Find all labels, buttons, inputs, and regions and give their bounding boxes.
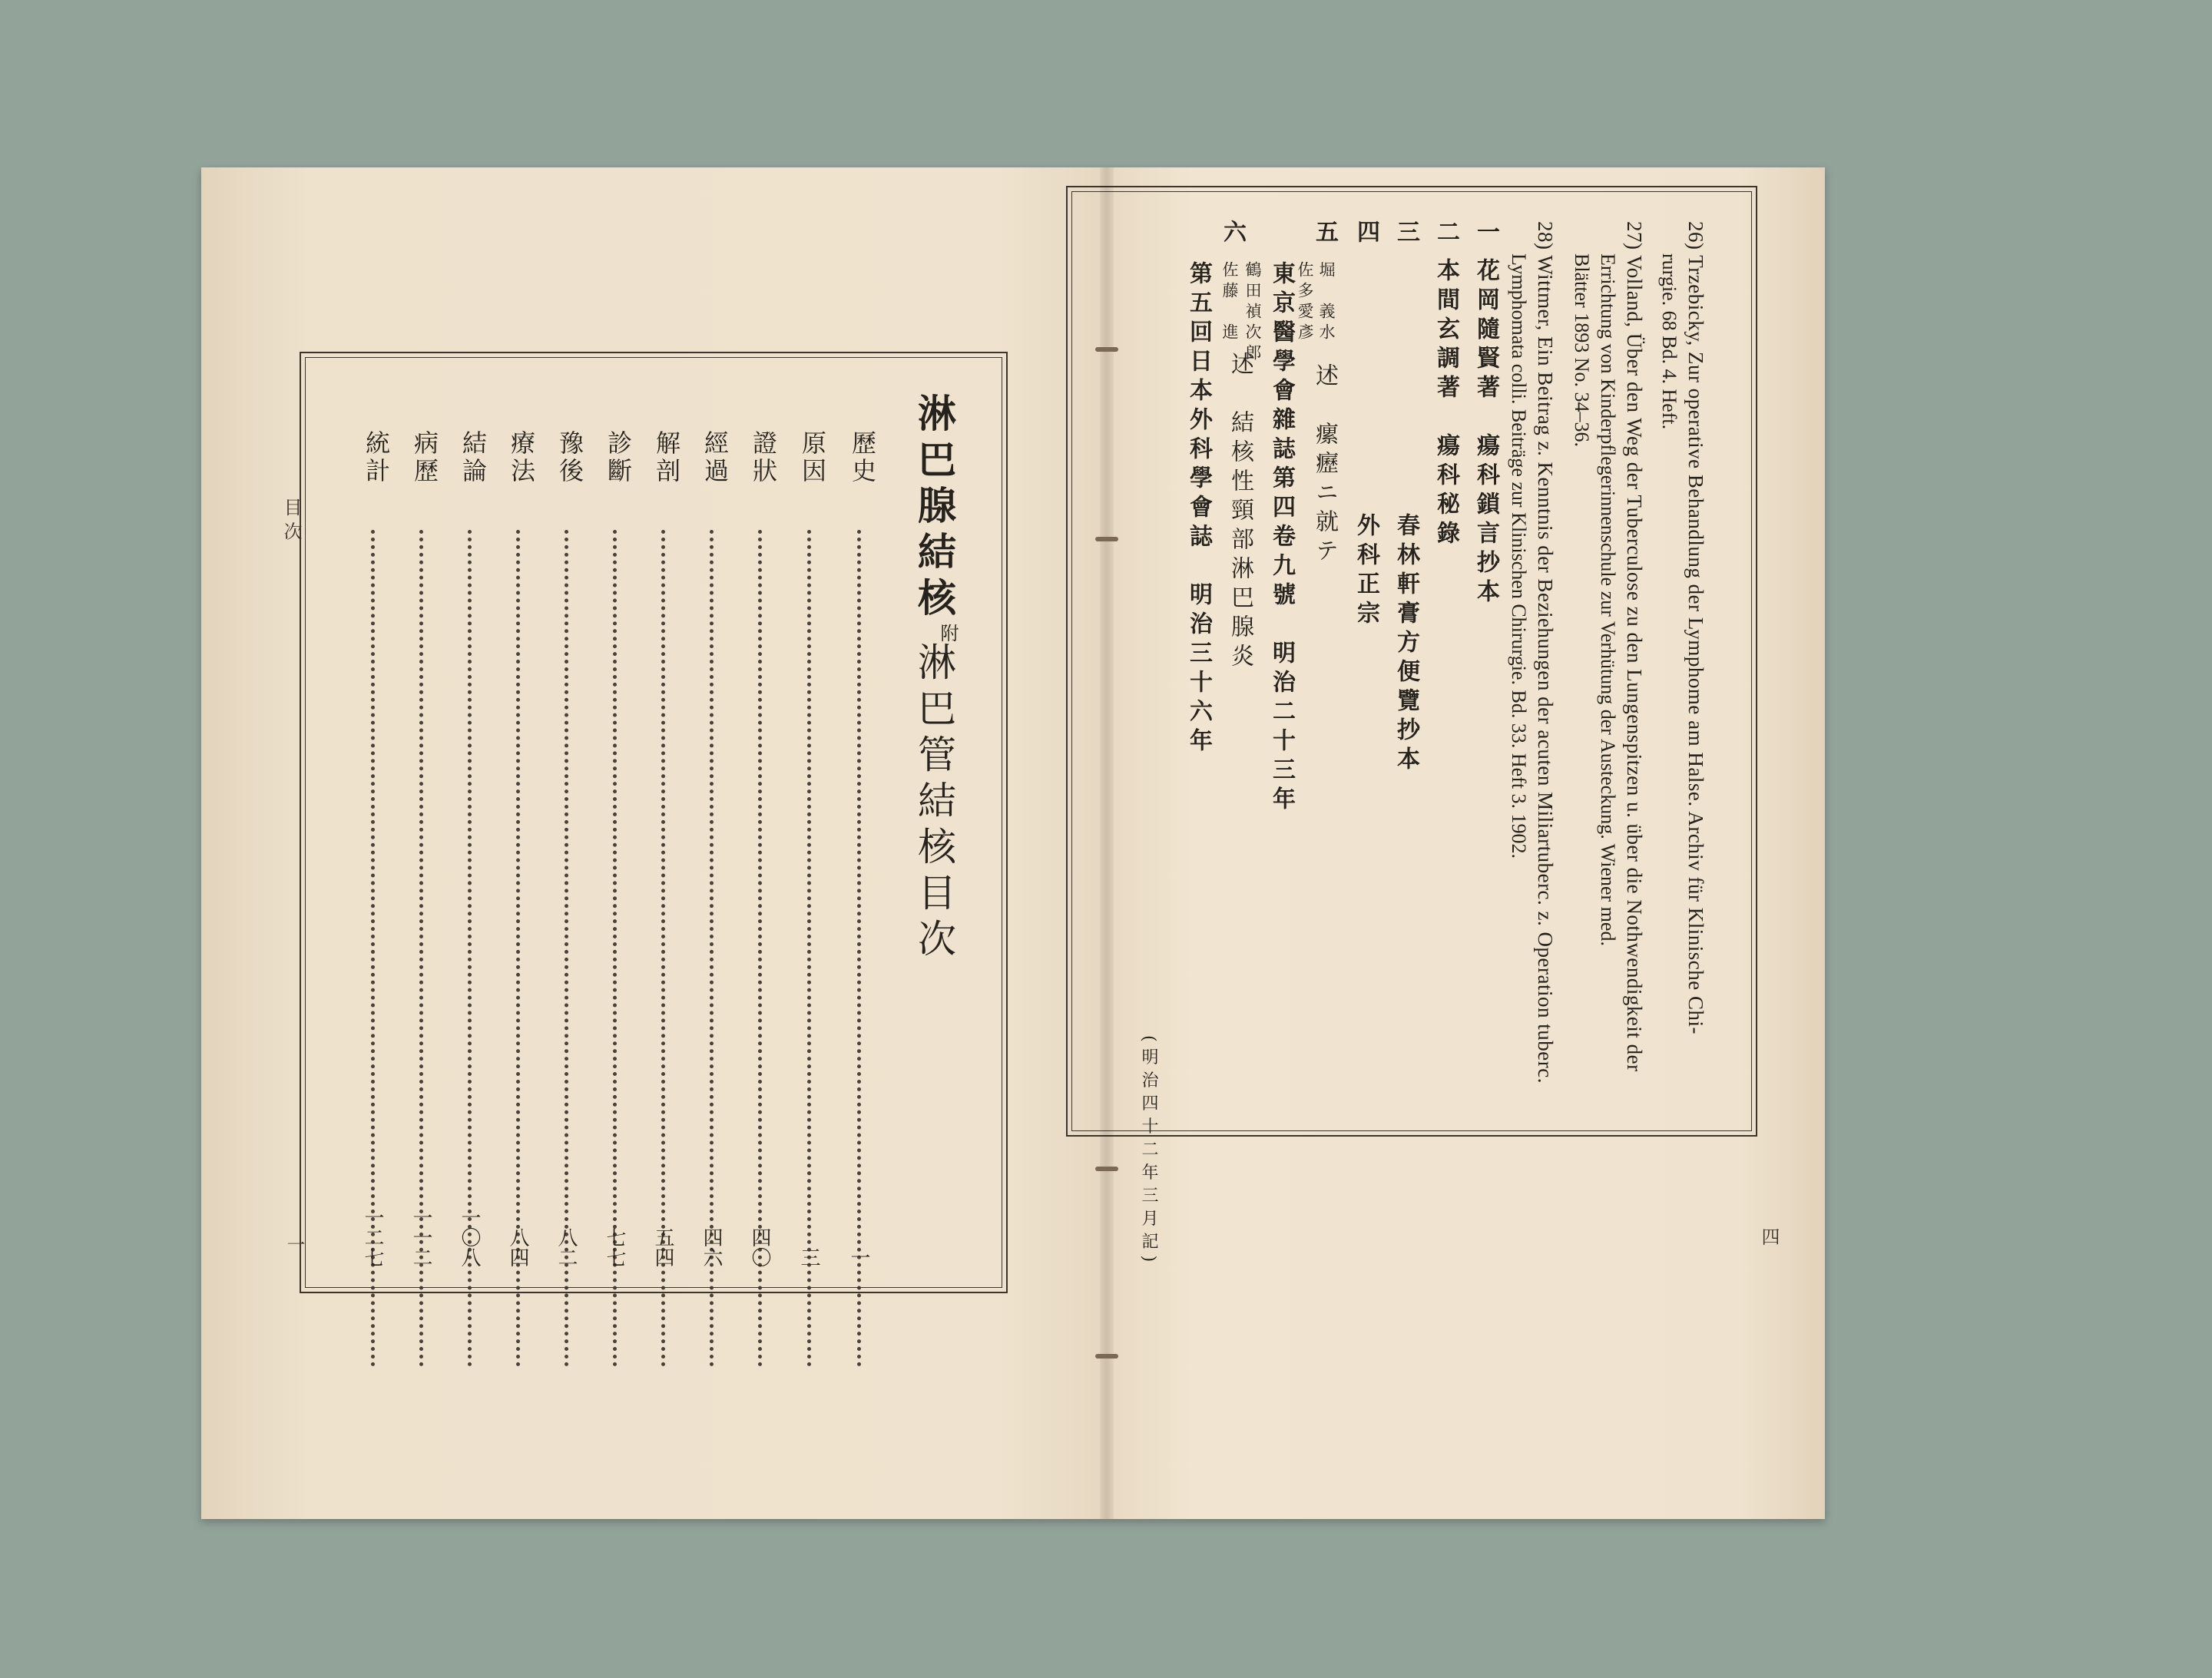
toc-page-number: 一一二 <box>409 1207 432 1267</box>
date-note: (明治四十二年三月記) <box>1139 1035 1158 1269</box>
toc-entry <box>552 430 583 1451</box>
source-title: 花岡隨賢著 瘍科鎖言抄本 <box>1472 258 1499 608</box>
toc-label: 豫後 <box>555 430 584 485</box>
toc-label: 歷史 <box>848 430 877 485</box>
toc-page-number: 一二七 <box>361 1207 384 1267</box>
source-title: 外科正宗 <box>1353 513 1379 630</box>
toc-label: 解剖 <box>652 430 681 485</box>
toc-label: 結論 <box>459 430 488 485</box>
binding-stitch <box>1095 537 1118 541</box>
reference-26: 26) Trzebicky, Zur operative Behandlung der Lymphome am Halse. Archiv für Klinische Chi- <box>1684 221 1707 1035</box>
source-title: 東京醫學會雜誌第四卷九號 明治二十三年 <box>1268 261 1295 816</box>
reference-27-cont2: Blätter 1893 No. 34–36. <box>1571 253 1593 448</box>
toc-list <box>301 430 1006 1451</box>
toc-page-number: 七七 <box>603 1227 626 1267</box>
toc-leader <box>613 530 617 1367</box>
toc-label: 病歷 <box>410 430 439 485</box>
toc-page-number: 三 <box>797 1247 820 1267</box>
toc-leader <box>758 530 762 1367</box>
source-number: 六 <box>1219 220 1246 243</box>
toc-leader <box>710 530 714 1367</box>
binding-stitch <box>1095 347 1118 352</box>
toc-page-number: 八二 <box>555 1227 578 1267</box>
source-number: 四 <box>1353 220 1379 243</box>
reference-28: 28) Wittmer, Ein Beitrag z. Kenntnis der Beziehungen der acuten Miliartuberc. z. Operation tuberc. <box>1534 221 1557 1084</box>
toc-entry <box>601 430 631 1451</box>
toc-leader <box>468 530 472 1367</box>
gutter <box>1100 167 1114 1519</box>
toc-entry <box>697 430 728 1451</box>
toc-entry <box>795 430 826 1451</box>
toc-entry <box>455 430 486 1451</box>
toc-entry <box>746 430 777 1451</box>
toc-leader <box>807 530 811 1367</box>
toc-entry <box>504 430 535 1451</box>
reference-28-cont: Lymphomata colli. Beiträge zur Klinischen Chirurgie. Bd. 33. Heft 3. 1902. <box>1508 253 1530 859</box>
running-head: 目 次 <box>280 498 302 541</box>
source-author: 佐多愛彥 <box>1296 261 1314 344</box>
source-author: 鶴田禎次郎 <box>1243 261 1262 365</box>
source-title: 本間玄調著 瘍科秘錄 <box>1432 258 1459 550</box>
toc-label: 證狀 <box>749 430 778 485</box>
source-number: 五 <box>1311 220 1338 243</box>
toc-title-sub: 淋巴管結核目次 <box>912 642 956 965</box>
toc-leader <box>661 530 665 1367</box>
reference-26-cont: rurgie. 68 Bd. 4. Heft. <box>1658 253 1681 430</box>
toc-leader <box>565 530 568 1367</box>
toc-title <box>906 393 962 965</box>
toc-label: 經過 <box>700 430 730 485</box>
source-author: 佐藤 進 <box>1220 261 1239 344</box>
binding-stitch <box>1095 1167 1118 1171</box>
toc-leader <box>419 530 423 1367</box>
right-page <box>1106 167 1825 1519</box>
toc-leader <box>371 530 375 1367</box>
reference-27-cont: Errichtung von Kinderpflegerinnenschule zur Verhütung der Austeckung. Wiener med. <box>1597 253 1619 946</box>
toc-label: 療法 <box>507 430 536 485</box>
toc-title-main: 淋巴腺結核 <box>912 393 957 624</box>
source-number: 二 <box>1432 220 1459 243</box>
toc-page-number: 四六 <box>700 1227 723 1267</box>
toc-entry <box>649 430 680 1451</box>
toc-page-number: 一 <box>847 1247 870 1267</box>
source-number: 一 <box>1472 220 1499 243</box>
book-spread <box>201 167 1825 1519</box>
page-folio: 一 <box>283 1235 305 1253</box>
toc-page-number: 八四 <box>506 1227 529 1267</box>
source-title: 述 瘰癧ニ就テ <box>1311 363 1338 568</box>
reference-27: 27) Volland, Über den Weg der Tuberculose zu den Lungenspitzen u. über die Nothwendigkeit der <box>1623 221 1646 1072</box>
source-title: 春林軒膏方便覽抄本 <box>1392 513 1419 776</box>
toc-entry <box>407 430 438 1451</box>
source-title: 第五回日本外科學會誌 明治三十六年 <box>1185 261 1212 757</box>
left-page <box>201 167 1106 1519</box>
toc-entry <box>845 430 876 1451</box>
toc-page-number: 四〇 <box>748 1227 771 1267</box>
toc-leader <box>857 530 861 1367</box>
source-title: 述 結核性頸部淋巴腺炎 <box>1227 352 1253 673</box>
toc-page-number: 五四 <box>651 1227 674 1267</box>
toc-page-number: 一〇八 <box>458 1207 481 1267</box>
toc-title-fu: 附 <box>937 624 959 642</box>
source-number: 三 <box>1392 220 1419 243</box>
source-author: 堀 義水 <box>1317 261 1336 344</box>
page-folio: 四 <box>1758 1227 1780 1246</box>
toc-frame <box>300 352 1008 1293</box>
toc-label: 統計 <box>362 430 391 485</box>
toc-label: 原因 <box>798 430 827 485</box>
binding-stitch <box>1095 1354 1118 1359</box>
toc-entry <box>359 430 389 1451</box>
toc-leader <box>516 530 520 1367</box>
toc-label: 診斷 <box>604 430 633 485</box>
